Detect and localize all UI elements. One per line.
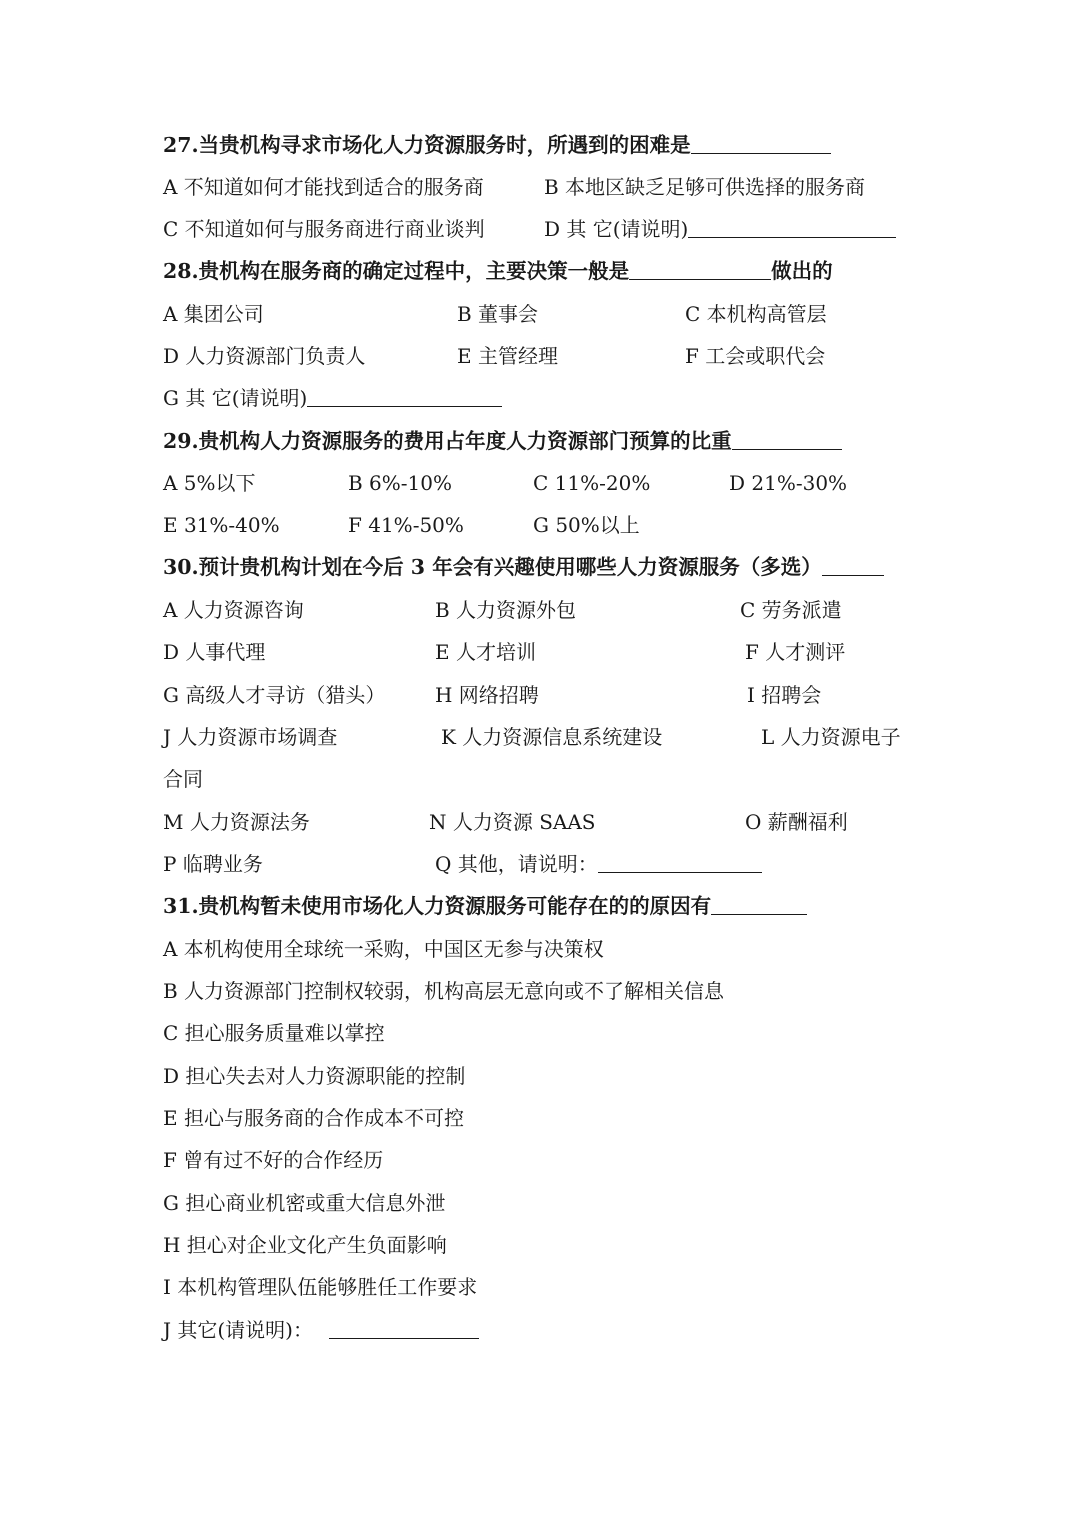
question-30-option-d[interactable]: D 人事代理 [163,640,266,664]
question-27-option-d-label: D 其 它(请说明) [544,217,689,241]
question-30-text: 30.预计贵机构计划在今后 3 年会有兴趣使用哪些人力资源服务（多选） [163,555,822,579]
question-30-option-l-continued[interactable]: 合同 [163,767,203,791]
question-31-option-e[interactable]: E 担心与服务商的合作成本不可控 [163,1106,464,1130]
question-27 [163,130,831,160]
question-29-answer-blank[interactable] [732,427,842,450]
question-30-option-c[interactable]: C 劳务派遣 [740,598,842,622]
question-31-text: 31.贵机构暂未使用市场化人力资源服务可能存在的的原因有 [163,894,712,918]
question-31-option-j[interactable] [163,1315,479,1345]
question-28-text: 28.贵机构在服务商的确定过程中，主要决策一般是 [163,259,630,283]
question-27-other-blank[interactable] [688,215,896,238]
question-31-option-b[interactable]: B 人力资源部门控制权较弱，机构高层无意向或不了解相关信息 [163,979,725,1003]
question-28-option-g[interactable] [163,383,502,413]
question-29-text: 29.贵机构人力资源服务的费用占年度人力资源部门预算的比重 [163,429,732,453]
question-28-option-d[interactable]: D 人力资源部门负责人 [163,344,366,368]
question-30-option-o[interactable]: O 薪酬福利 [745,810,848,834]
question-31 [163,891,807,921]
question-27-option-a[interactable]: A 不知道如何才能找到适合的服务商 [163,175,484,199]
question-28-option-g-label: G 其 它(请说明) [163,386,308,410]
question-28-suffix: 做出的 [771,259,833,283]
question-30-other-blank[interactable] [598,850,762,873]
question-30-option-i[interactable]: I 招聘会 [747,683,822,707]
question-30-option-q-label: Q 其他，请说明： [435,852,598,876]
question-31-option-a[interactable]: A 本机构使用全球统一采购，中国区无参与决策权 [163,937,604,961]
question-30-option-q[interactable] [435,849,762,879]
question-31-option-d[interactable]: D 担心失去对人力资源职能的控制 [163,1064,466,1088]
question-30-option-e[interactable]: E 人才培训 [435,640,536,664]
question-29-option-c[interactable]: C 11%-20% [533,471,651,495]
question-31-option-j-label: J 其它(请说明)： [163,1318,313,1342]
question-30-option-m[interactable]: M 人力资源法务 [163,810,310,834]
question-29-option-e[interactable]: E 31%-40% [163,513,280,537]
question-31-option-f[interactable]: F 曾有过不好的合作经历 [163,1148,384,1172]
question-30-answer-blank[interactable] [822,553,884,576]
question-30 [163,552,884,582]
question-31-other-blank[interactable] [329,1316,479,1339]
question-28-option-b[interactable]: B 董事会 [457,302,539,326]
question-29-option-a[interactable]: A 5%以下 [163,471,256,495]
question-28-answer-blank[interactable] [629,257,771,280]
question-31-option-h[interactable]: H 担心对企业文化产生负面影响 [163,1233,447,1257]
question-31-answer-blank[interactable] [711,892,807,915]
question-30-option-k[interactable]: K 人力资源信息系统建设 [441,725,663,749]
question-27-option-b[interactable]: B 本地区缺乏足够可供选择的服务商 [544,175,866,199]
question-29-option-f[interactable]: F 41%-50% [348,513,464,537]
question-30-option-f[interactable]: F 人才测评 [745,640,846,664]
question-29-option-d[interactable]: D 21%-30% [729,471,848,495]
question-30-option-p[interactable]: P 临聘业务 [163,852,263,876]
question-30-option-l[interactable]: L 人力资源电子 [761,725,901,749]
question-27-answer-blank[interactable] [691,131,831,154]
question-30-option-g[interactable]: G 高级人才寻访（猎头） [163,683,386,707]
question-28-option-f[interactable]: F 工会或职代会 [685,344,826,368]
question-30-option-h[interactable]: H 网络招聘 [435,683,539,707]
question-30-option-b[interactable]: B 人力资源外包 [435,598,577,622]
question-28-option-e[interactable]: E 主管经理 [457,344,558,368]
question-27-option-d[interactable] [544,214,896,244]
question-27-option-c[interactable]: C 不知道如何与服务商进行商业谈判 [163,217,485,241]
question-28-option-a[interactable]: A 集团公司 [163,302,264,326]
question-29-option-b[interactable]: B 6%-10% [348,471,452,495]
question-30-option-n[interactable]: N 人力资源 SAAS [429,810,596,834]
question-30-option-j[interactable]: J 人力资源市场调查 [163,725,338,749]
question-31-option-c[interactable]: C 担心服务质量难以掌控 [163,1021,385,1045]
question-28-other-blank[interactable] [307,384,502,407]
question-27-text: 27.当贵机构寻求市场化人力资源服务时，所遇到的困难是 [163,133,691,157]
question-29-option-g[interactable]: G 50%以上 [533,513,640,537]
question-30-option-a[interactable]: A 人力资源咨询 [163,598,304,622]
question-28-option-c[interactable]: C 本机构高管层 [685,302,827,326]
question-28 [163,256,833,286]
question-31-option-g[interactable]: G 担心商业机密或重大信息外泄 [163,1191,446,1215]
question-31-option-i[interactable]: I 本机构管理队伍能够胜任工作要求 [163,1275,478,1299]
question-29 [163,426,842,456]
